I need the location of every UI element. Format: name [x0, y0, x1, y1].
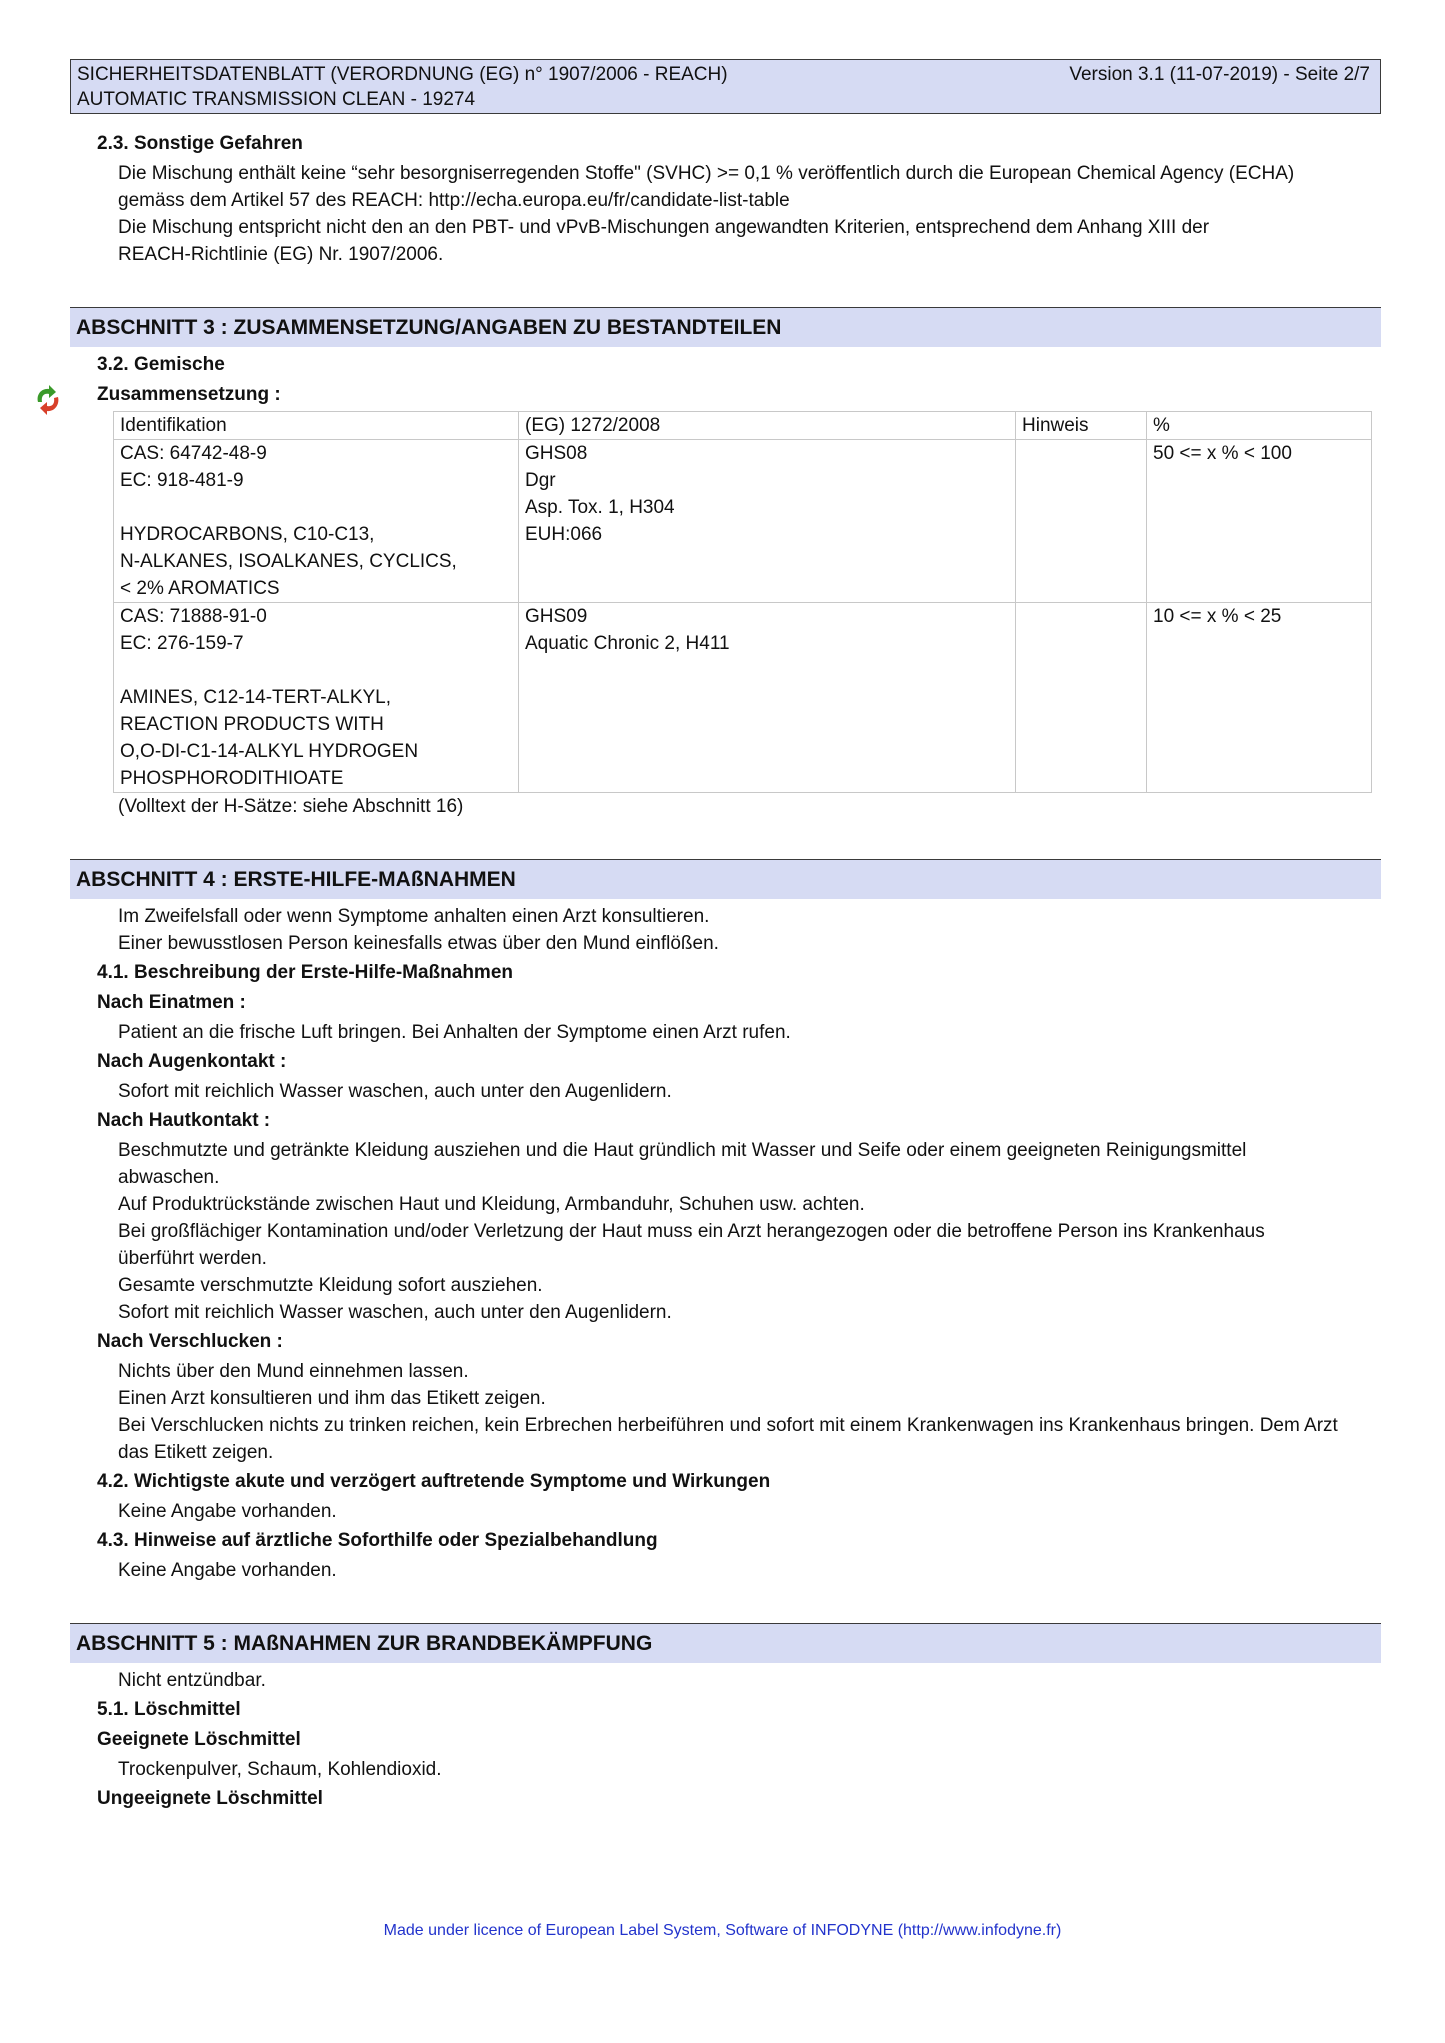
header-version: Version 3.1 (11-07-2019) - Seite 2/7: [1069, 64, 1370, 85]
cell-line: GHS09: [525, 606, 588, 627]
revision-arrows-icon: [32, 384, 64, 416]
column-header: Hinweis: [1016, 412, 1147, 440]
text-line: Nicht entzündbar.: [118, 1670, 266, 1691]
cell-line: HYDROCARBONS, C10-C13,: [120, 524, 375, 545]
subsection-5-1-heading: 5.1. Löschmittel: [97, 1699, 241, 1720]
classification-cell: [519, 603, 1016, 793]
cell-line: REACTION PRODUCTS WITH: [120, 714, 384, 735]
classification-cell: [519, 440, 1016, 603]
cell-line: EC: 276-159-7: [120, 633, 244, 654]
cell-line: < 2% AROMATICS: [120, 578, 280, 599]
column-header: %: [1147, 412, 1372, 440]
text-line: Sofort mit reichlich Wasser waschen, auch unter den Augenlidern.: [118, 1302, 672, 1323]
text-line: Bei Verschlucken nichts zu trinken reichen, kein Erbrechen herbeiführen und sofort mit einem Krankenwagen ins Krankenhaus bringen. Dem Arzt: [118, 1415, 1338, 1436]
subsection-3-2-heading: 3.2. Gemische: [97, 354, 225, 375]
text-line: Keine Angabe vorhanden.: [118, 1560, 337, 1581]
suitable-media-label: Geeignete Löschmittel: [97, 1729, 301, 1750]
cell-line: CAS: 71888-91-0: [120, 606, 267, 627]
text-line: Auf Produktrückstände zwischen Haut und Kleidung, Armbanduhr, Schuhen usw. achten.: [118, 1194, 865, 1215]
table-row: [114, 440, 1372, 603]
header-title: SICHERHEITSDATENBLATT (VERORDNUNG (EG) n° 1907/2006 - REACH): [77, 64, 728, 85]
table-header-row: [114, 412, 1372, 440]
identification-cell: [114, 440, 519, 603]
section-4-title: ABSCHNITT 4 : ERSTE-HILFE-MAßNAHMEN: [70, 859, 1381, 899]
text-line: Gesamte verschmutzte Kleidung sofort ausziehen.: [118, 1275, 543, 1296]
text-line: Einen Arzt konsultieren und ihm das Etikett zeigen.: [118, 1388, 546, 1409]
text-line: Beschmutzte und getränkte Kleidung ausziehen und die Haut gründlich mit Wasser und Seife oder einem geeigneten Reinigungsmittel: [118, 1140, 1247, 1161]
text-line: REACH-Richtlinie (EG) Nr. 1907/2006.: [118, 244, 444, 265]
text-line: abwaschen.: [118, 1167, 220, 1188]
text-line: Im Zweifelsfall oder wenn Symptome anhalten einen Arzt konsultieren.: [118, 906, 710, 927]
inhalation-label: Nach Einatmen :: [97, 992, 246, 1013]
cell-spacer: [120, 657, 512, 684]
table-row: [114, 603, 1372, 793]
cell-line: Aquatic Chronic 2, H411: [525, 633, 730, 654]
text-line: Die Mischung entspricht nicht den an den PBT- und vPvB-Mischungen angewandten Kriterien, entsprechend dem Anhang XIII der: [118, 217, 1210, 238]
subsection-2-3-heading: 2.3. Sonstige Gefahren: [97, 133, 303, 154]
percent-cell: 10 <= x % < 25: [1147, 603, 1372, 793]
text-line: überführt werden.: [118, 1248, 267, 1269]
cell-line: GHS08: [525, 443, 588, 464]
cell-line: N-ALKANES, ISOALKANES, CYCLICS,: [120, 551, 457, 572]
subsection-4-3-heading: 4.3. Hinweise auf ärztliche Soforthilfe oder Spezialbehandlung: [97, 1530, 658, 1551]
cell-line: EC: 918-481-9: [120, 470, 244, 491]
column-header: (EG) 1272/2008: [519, 412, 1016, 440]
text-line: Patient an die frische Luft bringen. Bei Anhalten der Symptome einen Arzt rufen.: [118, 1022, 791, 1043]
cell-line: O,O-DI-C1-14-ALKYL HYDROGEN: [120, 741, 419, 762]
text-line: Nichts über den Mund einnehmen lassen.: [118, 1361, 469, 1382]
identification-cell: [114, 603, 519, 793]
note-cell: [1016, 603, 1147, 793]
cell-line: Dgr: [525, 470, 556, 491]
header-product: AUTOMATIC TRANSMISSION CLEAN - 19274: [77, 89, 476, 110]
percent-cell: 50 <= x % < 100: [1147, 440, 1372, 603]
text-line: Sofort mit reichlich Wasser waschen, auch unter den Augenlidern.: [118, 1081, 672, 1102]
text-line: Trockenpulver, Schaum, Kohlendioxid.: [118, 1759, 442, 1780]
eye-contact-label: Nach Augenkontakt :: [97, 1051, 287, 1072]
cell-line: Asp. Tox. 1, H304: [525, 497, 675, 518]
text-line: das Etikett zeigen.: [118, 1442, 274, 1463]
cell-line: PHOSPHORODITHIOATE: [120, 768, 344, 789]
composition-table: [113, 411, 1372, 793]
subsection-4-2-heading: 4.2. Wichtigste akute und verzögert auftretende Symptome und Wirkungen: [97, 1471, 771, 1492]
note-cell: [1016, 440, 1147, 603]
text-line: gemäss dem Artikel 57 des REACH: http://echa.europa.eu/fr/candidate-list-table: [118, 190, 790, 211]
skin-contact-label: Nach Hautkontakt :: [97, 1110, 271, 1131]
ingestion-label: Nach Verschlucken :: [97, 1331, 283, 1352]
cell-line: AMINES, C12-14-TERT-ALKYL,: [120, 687, 392, 708]
text-line: Einer bewusstlosen Person keinesfalls etwas über den Mund einflößen.: [118, 933, 719, 954]
cell-line: EUH:066: [525, 524, 603, 545]
text-line: Keine Angabe vorhanden.: [118, 1501, 337, 1522]
text-line: Bei großflächiger Kontamination und/oder Verletzung der Haut muss ein Arzt herangezogen oder die betroffene Person ins Krankenhaus: [118, 1221, 1265, 1242]
section-3-title: ABSCHNITT 3 : ZUSAMMENSETZUNG/ANGABEN ZU BESTANDTEILEN: [70, 307, 1381, 347]
composition-label: Zusammensetzung :: [97, 384, 281, 405]
text-line: Die Mischung enthält keine “sehr besorgniserregenden Stoffe" (SVHC) >= 0,1 % veröffentlich durch die European Chemical Agency (ECHA): [118, 163, 1295, 184]
cell-line: CAS: 64742-48-9: [120, 443, 267, 464]
cell-spacer: [120, 494, 512, 521]
section-5-title: ABSCHNITT 5 : MAßNAHMEN ZUR BRANDBEKÄMPFUNG: [70, 1623, 1381, 1663]
h-statement-footnote: (Volltext der H-Sätze: siehe Abschnitt 16): [118, 796, 464, 817]
column-header: Identifikation: [114, 412, 519, 440]
footer-link[interactable]: Made under licence of European Label System, Software of INFODYNE (http://www.infodyne.fr): [383, 1922, 1062, 1939]
subsection-2-3-text: [70, 160, 1381, 268]
document-header: [70, 59, 1381, 114]
document-body: [70, 130, 1381, 1815]
subsection-4-1-heading: 4.1. Beschreibung der Erste-Hilfe-Maßnahmen: [97, 962, 513, 983]
unsuitable-media-label: Ungeeignete Löschmittel: [97, 1788, 323, 1809]
